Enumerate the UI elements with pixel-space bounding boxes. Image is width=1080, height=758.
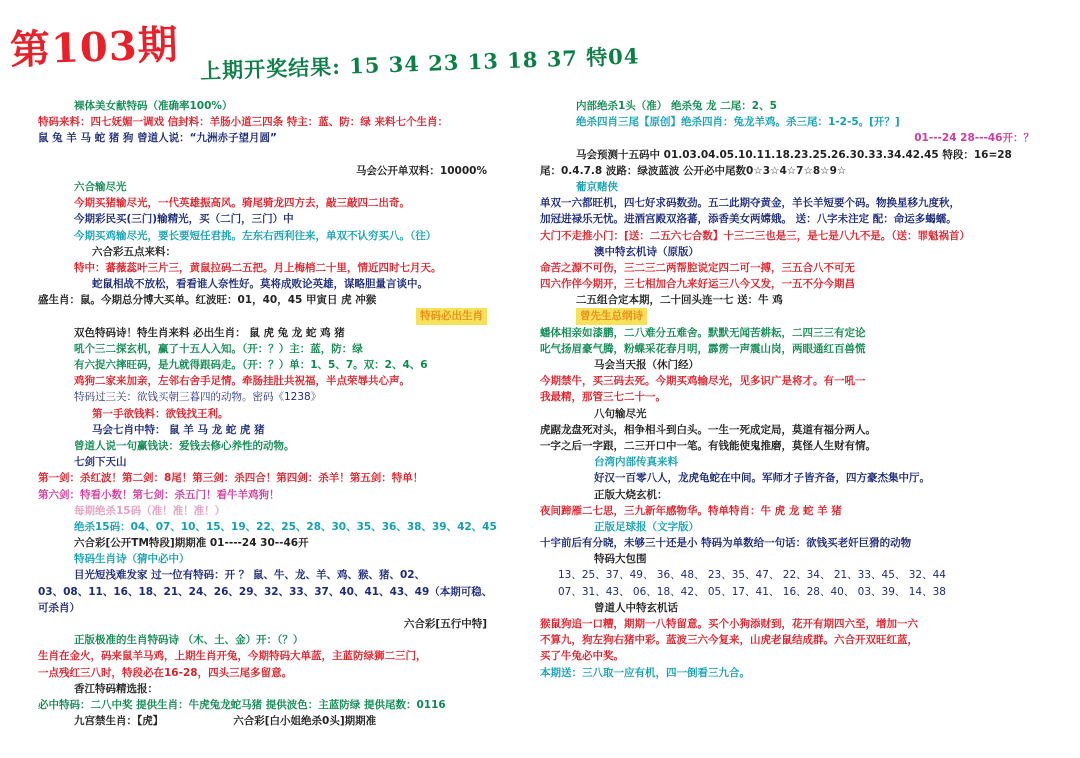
text-line: 香江特码精选报： — [74, 682, 158, 695]
text-line: 必中特码：二八中奖 提供生肖：牛虎兔龙蛇马猪 提供波色：主蓝防绿 提供尾数：0116 — [38, 698, 446, 711]
text-line: 鸡狗二家来加亲，左邻右舍手足情。牵肠挂肚共祝福，半点荣辱共心声。 — [74, 375, 410, 388]
white-lady-label: 六合彩[白小姐绝杀0头]期期准 — [233, 715, 377, 728]
text-line: 今期彩民买(三门)输精光，买（二门，三门）中 — [74, 213, 294, 226]
text-line: 葡京赌侠 — [576, 180, 618, 193]
text-line: 曾道人说一句赢钱诀：爱钱去修心养性的动物。 — [74, 439, 295, 452]
text-line: 绝杀15码：04、07、10、15、19、22、25、28、30、35、36、38、39、42、45 — [74, 520, 497, 533]
text-line: 十宇前后有分晓，未够三十还是小 特码为单数给一句话：欲钱买老奸巨猾的动物 — [540, 537, 912, 550]
text-line: 07、31、43、 06、18、42、 05、17、41、 16、28、40、 03、39、 14、38 — [558, 585, 946, 598]
text-line: 夜间蹄雁二七思，三九新年感物华。特单特肖：牛 虎 龙 蛇 羊 猪 — [540, 504, 842, 517]
text-line: 不算九，狗左狗右猪中彩。蓝波三六今复来，山虎老鼠结成群。六合开双旺红蓝， — [540, 634, 918, 647]
text-line: 二五组合定本期，二十回头连一七 送：牛 鸡 — [576, 294, 783, 307]
text-line — [38, 308, 493, 324]
text-line: 特中：蕃薇蕊叶三片三，黄鼠拉码二五把。月上梅梢二十里，情近四时七月天。 — [74, 261, 442, 274]
text-line: 命苦之源不可伤，三二三二两帮腔说定四二可一搏，三五合八不可无 — [540, 261, 855, 274]
text-line: 一字之后一字跟，二三开口中一笔。有钱能使鬼推磨，莫怪人生财有情。 — [540, 439, 876, 452]
text-line: 蛇鼠相战不放松，看看谁人奈性好。莫将成败论英雄，谋略胆量言谈中。 — [92, 278, 428, 291]
text-line: 八句输尽光 — [594, 407, 647, 420]
highlight-tag: 特码必出生肖 — [416, 308, 487, 324]
text-line: 六合输尽光 — [74, 180, 127, 193]
nine-palace-label: 九宫禁生肖：【虎】 — [74, 715, 164, 728]
right-column — [540, 98, 1040, 681]
text-line: 我最精，那管三七二十一。 — [540, 391, 666, 404]
text-line: 六合彩五点来料： — [92, 245, 176, 258]
text-line: 有六捉六摔旺码，是九就得跟码走。（开：？）单：1、5、7。双：2、4、6 — [74, 359, 428, 371]
text-line: 马会公开单双料：10000% — [355, 164, 487, 177]
text-line: 今期买猪输尽光，一代英雄振高风。骑尾骑龙四方去，敲三敲四二出奇。 — [74, 197, 410, 210]
text-line: 生肖在金火，码来鼠羊马鸡，上期生肖开兔，今期特码大单蓝，主蓝防绿狮二三门， — [38, 650, 427, 663]
text-line: 特码过三关：欲钱买朝三暮四的动物。密码《1238》 — [74, 391, 322, 404]
highlight-tag: 曾先生总纲诗 — [576, 308, 647, 324]
text-line — [540, 308, 1040, 324]
text-line: 叱气扬眉豪气腾，粉蝶采花春月明，霹雳一声震山岗，两眼通红百兽慌 — [540, 342, 866, 355]
text-line: 本期送：三八取一应有机，四一倒看三九合。 — [540, 666, 750, 679]
text-line: 可杀肖） — [38, 601, 80, 614]
text-line: 正版极准的生肖特码诗 （木、土、金）开：（？） — [74, 634, 304, 647]
text-line: 尾：0.4.7.8 波路：绿波蓝波 公开必中尾数0☆3☆4☆7☆8☆9☆ — [540, 164, 847, 177]
text-line: 澳中特玄机诗（原版） — [594, 245, 699, 258]
left-column — [38, 98, 497, 729]
text-line — [38, 713, 493, 729]
text-line: 内部绝杀1头（准） 绝杀兔 龙 二尾：2、5 — [576, 100, 777, 112]
text-line: 单双一六都旺机，四七好求码数劲。五二此期夺黄金，羊长羊短要个码。物换星移九度秋， — [540, 197, 960, 210]
text-line: 每期绝杀15码（准！准！准！） — [74, 504, 226, 517]
text-line: 吼个三二探玄机，赢了十五人入知。（开：？）主：蓝，防：绿 — [74, 342, 363, 355]
text-line: 加冠进禄乐无忧。进酒宫殿双洛蕃，添香美女两嫦娥。 送：八字未注定 配：命运多蝎蠕。 — [540, 213, 957, 226]
text-line: 特码生肖诗（猜中必中） — [74, 553, 190, 566]
text-line — [38, 147, 493, 163]
text-line: 马会七肖中特： 鼠 羊 马 龙 蛇 虎 猪 — [92, 423, 265, 436]
text-line: 蟠体相亲如漆鹏，二八难分五难舍。默默无闻苦耕耘，二四三三有定论 — [540, 326, 866, 339]
text-line: 四六作伴今期开，三七相加合九来好运三八今又发，一五不分今期昌 — [540, 278, 855, 291]
text-line: 曾道人中特玄机话 — [594, 601, 678, 614]
text-line: 盛生肖：鼠。今期总分博大买单。红波旺：01，40，45 甲寅日 虎 冲猴 — [38, 294, 377, 307]
text-line: 大门不走推小门：[送：二五六七合数】十三二三也是三，是七是八九不是。（送：罪魁祸首） — [540, 229, 971, 242]
text-line: 猴鼠狗追一口糟，期期一八特留意。买个小狗添财到，花开有期四六至，增加一六 — [540, 618, 918, 630]
text-line: 正版大烧玄机： — [594, 488, 668, 501]
last-draw-result: 上期开奖结果: 15 34 23 13 18 37 特04 — [199, 43, 640, 84]
text-line: 六合彩[公开TM特段]期期准 01----24 30--46开 — [74, 537, 309, 550]
text-line: 03、08、11、16、18、21、24、26、29、32、33、37、40、41、43、49（本期可稳、 — [38, 585, 493, 598]
text-line: 13、25、37、49、 36、48、 23、35、47、 22、34、 21、33、45、 32、44 — [558, 569, 946, 582]
text-line: 第一手欲钱料：欲钱找王利。 — [92, 407, 229, 420]
text-line: 今期买鸡输尽光，要长要短任君挑。左东右西利往来，单双不认穷买八。（往） — [74, 229, 437, 242]
text-line: 买了牛兔必中奖。 — [540, 650, 624, 663]
text-line: 马会当天报（休门经） — [594, 359, 699, 371]
text-line: 正版足球报（文字版） — [594, 520, 699, 533]
text-line: 特码大包围 — [594, 553, 647, 566]
text-line: 台湾内部传真来料 — [594, 456, 678, 469]
text-line: 目光短浅难发家 过一位有特码：开 ？ 鼠、牛、龙、羊、鸡、猴、猪、02、 — [74, 569, 426, 582]
text-line: 六合彩[五行中特] — [403, 618, 487, 630]
text-line: 一点残红三八时，特段必在16-28，四头三尾多留意。 — [38, 666, 293, 679]
text-line: 绝杀四肖三尾【原创】绝杀四肖：兔龙羊鸡。杀三尾：1-2-5。[开？] — [576, 116, 900, 129]
text-line: 好汉一百零八人，龙虎龟蛇在中间。军师才子皆齐备，四方豪杰集中厅。 — [594, 472, 930, 485]
issue-title: 第103期 — [9, 21, 180, 74]
text-line: 双色特码诗！特生肖来料 必出生肖： 鼠 虎 兔 龙 蛇 鸡 猪 — [74, 326, 345, 339]
text-line: 马会预测十五码中 01.03.04.05.10.11.18.23.25.26.30.33.34.42.45 特段：16=28 — [576, 148, 1012, 161]
text-line: 第六剑：特看小数！第七剑：杀五门！看牛羊鸡狗！ — [38, 488, 280, 501]
text-line: 01---24 28---46开：？ — [914, 132, 1034, 145]
text-line: 裸体美女献特码（准确率100%） — [74, 100, 233, 112]
text-line: 第一剑：杀红波！第二剑：8尾！第三剑：杀四合！第四剑：杀羊！第五剑：特单！ — [38, 472, 424, 485]
text-line: 特码来料：四七妩媚一调戏 信封料：羊肠小道三四条 特主：蓝、防：绿 来料七个生肖： — [38, 116, 448, 129]
text-line: 鼠 兔 羊 马 蛇 猪 狗 曾道人说：“九洲赤子望月圆” — [38, 132, 277, 145]
text-line: 今期禁牛，买三码去死。今期买鸡输尽光，见多识广是将才。有一吼一 — [540, 375, 866, 388]
text-line: 虎踞龙盘死对头，相争相斗到白头。一生一死成定局，莫道有福分两人。 — [540, 423, 876, 436]
text-line: 七剑下天山 — [74, 456, 127, 469]
